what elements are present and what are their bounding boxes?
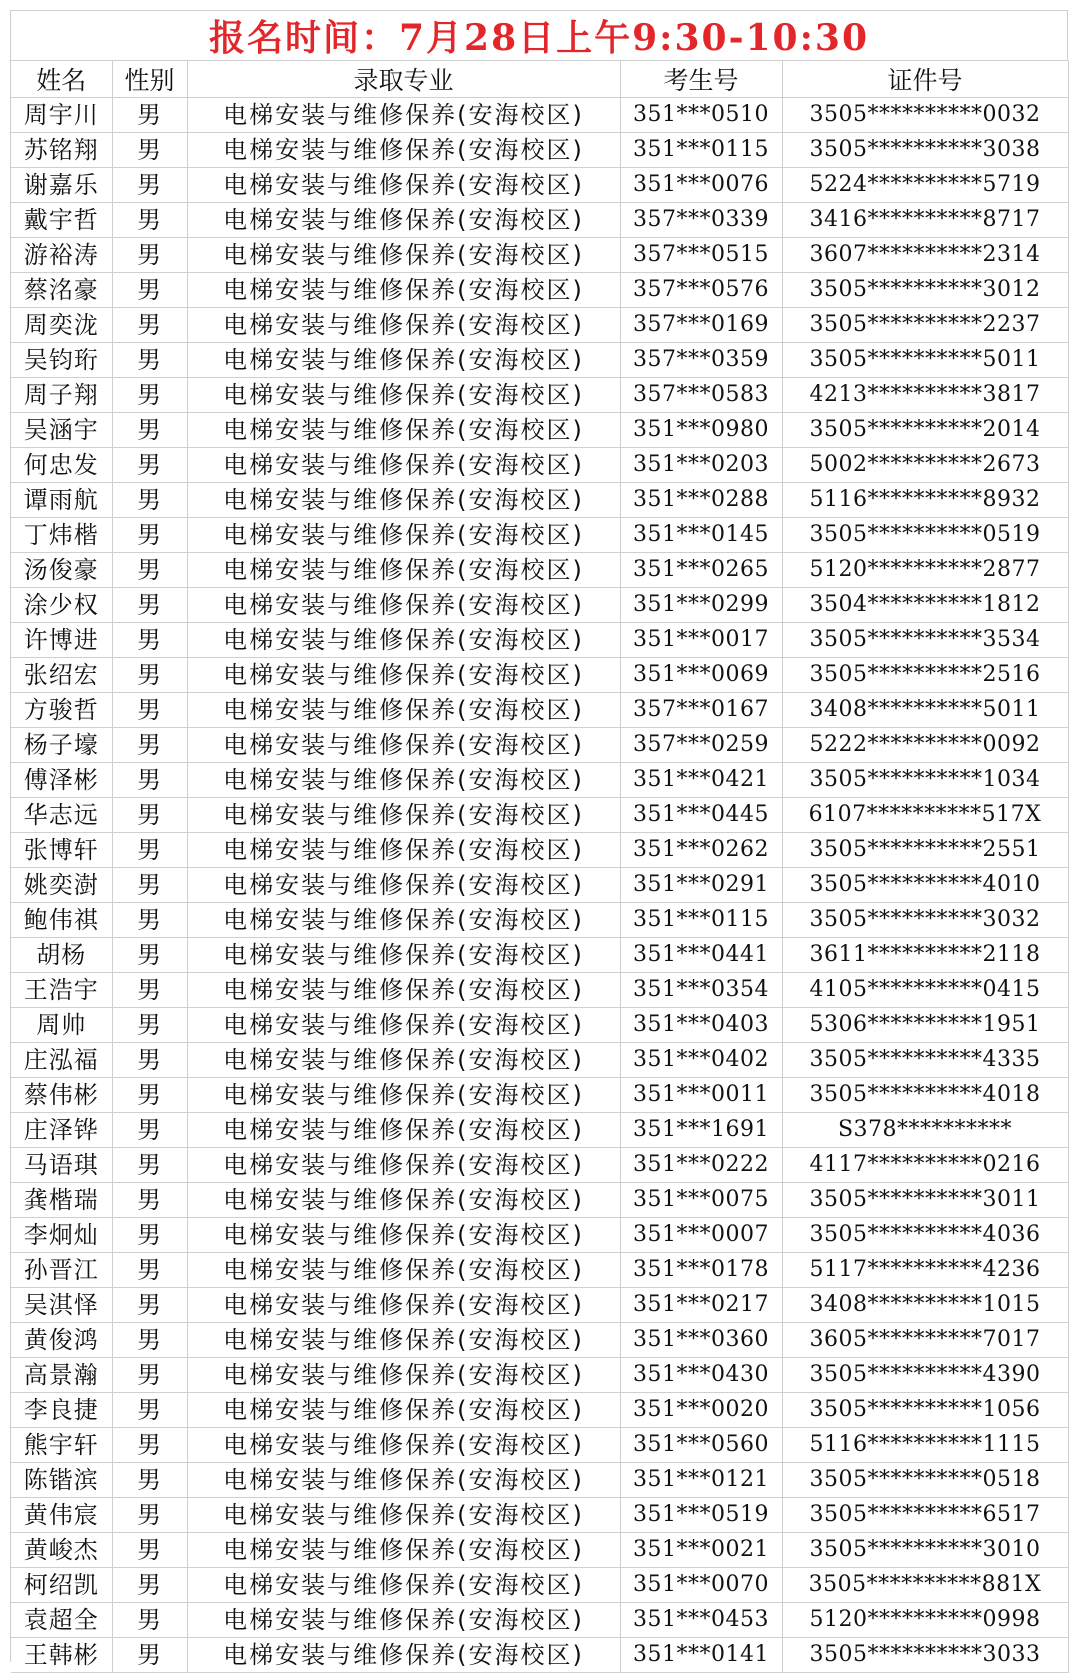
table-row xyxy=(11,553,1068,588)
table-row xyxy=(11,693,1068,728)
cell-major: 电梯安装与维修保养(安海校区) xyxy=(187,1253,620,1288)
cell-gender: 男 xyxy=(112,1113,187,1148)
cell-gender: 男 xyxy=(112,973,187,1008)
cell-gender: 男 xyxy=(112,1078,187,1113)
table-row xyxy=(11,1393,1068,1428)
cell-name: 庄泓福 xyxy=(11,1043,112,1078)
cell-major: 电梯安装与维修保养(安海校区) xyxy=(187,518,620,553)
cell-id-no: 3611**********2118 xyxy=(782,938,1068,973)
cell-major: 电梯安装与维修保养(安海校区) xyxy=(187,833,620,868)
cell-gender: 男 xyxy=(112,1463,187,1498)
table-row xyxy=(11,343,1068,378)
cell-name: 庄泽铧 xyxy=(11,1113,112,1148)
cell-name: 袁超全 xyxy=(11,1603,112,1638)
cell-gender: 男 xyxy=(112,553,187,588)
cell-name: 张博轩 xyxy=(11,833,112,868)
table-row xyxy=(11,938,1068,973)
cell-major: 电梯安装与维修保养(安海校区) xyxy=(187,553,620,588)
cell-name: 马语琪 xyxy=(11,1148,112,1183)
cell-exam-no: 351***0510 xyxy=(620,98,782,133)
cell-id-no: 3505**********2014 xyxy=(782,413,1068,448)
cell-gender: 男 xyxy=(112,658,187,693)
table-row xyxy=(11,1603,1068,1638)
cell-exam-no: 351***0265 xyxy=(620,553,782,588)
cell-major: 电梯安装与维修保养(安海校区) xyxy=(187,1463,620,1498)
cell-major: 电梯安装与维修保养(安海校区) xyxy=(187,588,620,623)
cell-exam-no: 351***0403 xyxy=(620,1008,782,1043)
cell-major: 电梯安装与维修保养(安海校区) xyxy=(187,1603,620,1638)
table-row xyxy=(11,483,1068,518)
cell-id-no: 3505**********4010 xyxy=(782,868,1068,903)
table-row xyxy=(11,1253,1068,1288)
cell-id-no: S378********** xyxy=(782,1113,1068,1148)
cell-id-no: 3416**********8717 xyxy=(782,203,1068,238)
cell-name: 李炯灿 xyxy=(11,1218,112,1253)
cell-id-no: 3505**********3033 xyxy=(782,1638,1068,1673)
cell-id-no: 3505**********0519 xyxy=(782,518,1068,553)
cell-major: 电梯安装与维修保养(安海校区) xyxy=(187,763,620,798)
cell-exam-no: 351***0178 xyxy=(620,1253,782,1288)
cell-id-no: 4213**********3817 xyxy=(782,378,1068,413)
cell-id-no: 3505**********6517 xyxy=(782,1498,1068,1533)
cell-id-no: 3505**********3012 xyxy=(782,273,1068,308)
cell-major: 电梯安装与维修保养(安海校区) xyxy=(187,1393,620,1428)
cell-major: 电梯安装与维修保养(安海校区) xyxy=(187,693,620,728)
cell-gender: 男 xyxy=(112,938,187,973)
cell-name: 华志远 xyxy=(11,798,112,833)
cell-exam-no: 357***0359 xyxy=(620,343,782,378)
cell-name: 高景瀚 xyxy=(11,1358,112,1393)
table-row xyxy=(11,98,1068,133)
table-row xyxy=(11,1183,1068,1218)
cell-gender: 男 xyxy=(112,903,187,938)
cell-major: 电梯安装与维修保养(安海校区) xyxy=(187,483,620,518)
cell-name: 丁炜楷 xyxy=(11,518,112,553)
cell-gender: 男 xyxy=(112,728,187,763)
cell-gender: 男 xyxy=(112,623,187,658)
cell-id-no: 5306**********1951 xyxy=(782,1008,1068,1043)
cell-gender: 男 xyxy=(112,1183,187,1218)
table-row xyxy=(11,623,1068,658)
cell-name: 周奕泷 xyxy=(11,308,112,343)
cell-gender: 男 xyxy=(112,98,187,133)
cell-major: 电梯安装与维修保养(安海校区) xyxy=(187,308,620,343)
cell-exam-no: 351***0007 xyxy=(620,1218,782,1253)
cell-exam-no: 351***0075 xyxy=(620,1183,782,1218)
cell-name: 鲍伟祺 xyxy=(11,903,112,938)
cell-id-no: 3505**********4018 xyxy=(782,1078,1068,1113)
cell-id-no: 3505**********1056 xyxy=(782,1393,1068,1428)
page-title: 报名时间：7月28日上午9:30-10:30 xyxy=(208,17,869,59)
cell-gender: 男 xyxy=(112,1393,187,1428)
cell-name: 方骏哲 xyxy=(11,693,112,728)
cell-name: 柯绍凯 xyxy=(11,1568,112,1603)
cell-major: 电梯安装与维修保养(安海校区) xyxy=(187,1358,620,1393)
cell-major: 电梯安装与维修保养(安海校区) xyxy=(187,168,620,203)
cell-name: 黄峻杰 xyxy=(11,1533,112,1568)
cell-name: 黄俊鸿 xyxy=(11,1323,112,1358)
cell-exam-no: 351***1691 xyxy=(620,1113,782,1148)
cell-gender: 男 xyxy=(112,1638,187,1673)
cell-gender: 男 xyxy=(112,203,187,238)
table-row xyxy=(11,903,1068,938)
table-row xyxy=(11,1113,1068,1148)
cell-id-no: 3505**********3011 xyxy=(782,1183,1068,1218)
table-row xyxy=(11,1533,1068,1568)
cell-name: 李良捷 xyxy=(11,1393,112,1428)
cell-exam-no: 351***0262 xyxy=(620,833,782,868)
cell-exam-no: 351***0076 xyxy=(620,168,782,203)
table-row xyxy=(11,413,1068,448)
table-header xyxy=(11,61,1068,98)
cell-id-no: 4105**********0415 xyxy=(782,973,1068,1008)
table-row xyxy=(11,1078,1068,1113)
cell-major: 电梯安装与维修保养(安海校区) xyxy=(187,448,620,483)
table-row xyxy=(11,1358,1068,1393)
cell-exam-no: 357***0169 xyxy=(620,308,782,343)
cell-exam-no: 351***0020 xyxy=(620,1393,782,1428)
cell-name: 陈锴滨 xyxy=(11,1463,112,1498)
table-row xyxy=(11,238,1068,273)
table-row xyxy=(11,1638,1068,1673)
cell-gender: 男 xyxy=(112,238,187,273)
cell-name: 汤俊豪 xyxy=(11,553,112,588)
cell-id-no: 6107**********517X xyxy=(782,798,1068,833)
cell-id-no: 4117**********0216 xyxy=(782,1148,1068,1183)
cell-name: 何忠发 xyxy=(11,448,112,483)
cell-exam-no: 351***0980 xyxy=(620,413,782,448)
cell-id-no: 3505**********3010 xyxy=(782,1533,1068,1568)
cell-exam-no: 357***0339 xyxy=(620,203,782,238)
cell-major: 电梯安装与维修保养(安海校区) xyxy=(187,273,620,308)
cell-major: 电梯安装与维修保养(安海校区) xyxy=(187,728,620,763)
cell-name: 谢嘉乐 xyxy=(11,168,112,203)
cell-major: 电梯安装与维修保养(安海校区) xyxy=(187,1008,620,1043)
cell-gender: 男 xyxy=(112,763,187,798)
cell-major: 电梯安装与维修保养(安海校区) xyxy=(187,1078,620,1113)
cell-name: 吴钧珩 xyxy=(11,343,112,378)
cell-major: 电梯安装与维修保养(安海校区) xyxy=(187,1568,620,1603)
cell-major: 电梯安装与维修保养(安海校区) xyxy=(187,1428,620,1463)
cell-gender: 男 xyxy=(112,413,187,448)
admission-table xyxy=(11,61,1069,1673)
cell-exam-no: 351***0430 xyxy=(620,1358,782,1393)
cell-name: 周宇川 xyxy=(11,98,112,133)
cell-name: 姚奕澍 xyxy=(11,868,112,903)
cell-major: 电梯安装与维修保养(安海校区) xyxy=(187,203,620,238)
header-row xyxy=(11,61,1068,98)
cell-id-no: 5224**********5719 xyxy=(782,168,1068,203)
cell-exam-no: 351***0115 xyxy=(620,133,782,168)
cell-gender: 男 xyxy=(112,483,187,518)
cell-gender: 男 xyxy=(112,1358,187,1393)
column-header-gender: 性别 xyxy=(112,61,187,98)
cell-gender: 男 xyxy=(112,1148,187,1183)
cell-gender: 男 xyxy=(112,133,187,168)
table-row xyxy=(11,1568,1068,1603)
table-row xyxy=(11,1288,1068,1323)
table-row xyxy=(11,1148,1068,1183)
cell-major: 电梯安装与维修保养(安海校区) xyxy=(187,1043,620,1078)
cell-exam-no: 351***0069 xyxy=(620,658,782,693)
cell-name: 涂少权 xyxy=(11,588,112,623)
cell-name: 吴涵宇 xyxy=(11,413,112,448)
cell-exam-no: 351***0121 xyxy=(620,1463,782,1498)
cell-name: 孙晋江 xyxy=(11,1253,112,1288)
cell-id-no: 5116**********1115 xyxy=(782,1428,1068,1463)
cell-major: 电梯安装与维修保养(安海校区) xyxy=(187,903,620,938)
cell-name: 许博进 xyxy=(11,623,112,658)
cell-id-no: 3505**********3032 xyxy=(782,903,1068,938)
cell-exam-no: 351***0217 xyxy=(620,1288,782,1323)
table-row xyxy=(11,1428,1068,1463)
cell-exam-no: 351***0445 xyxy=(620,798,782,833)
cell-id-no: 3505**********0518 xyxy=(782,1463,1068,1498)
cell-gender: 男 xyxy=(112,168,187,203)
table-row xyxy=(11,273,1068,308)
cell-gender: 男 xyxy=(112,833,187,868)
table-row xyxy=(11,1323,1068,1358)
cell-name: 熊宇轩 xyxy=(11,1428,112,1463)
cell-id-no: 3505**********2551 xyxy=(782,833,1068,868)
cell-major: 电梯安装与维修保养(安海校区) xyxy=(187,98,620,133)
cell-major: 电梯安装与维修保养(安海校区) xyxy=(187,133,620,168)
cell-exam-no: 351***0070 xyxy=(620,1568,782,1603)
cell-name: 谭雨航 xyxy=(11,483,112,518)
table-row xyxy=(11,1498,1068,1533)
cell-exam-no: 351***0360 xyxy=(620,1323,782,1358)
column-header-exam-no: 考生号 xyxy=(620,61,782,98)
table-row xyxy=(11,1043,1068,1078)
table-row xyxy=(11,763,1068,798)
cell-name: 傅泽彬 xyxy=(11,763,112,798)
cell-major: 电梯安装与维修保养(安海校区) xyxy=(187,378,620,413)
cell-major: 电梯安装与维修保养(安海校区) xyxy=(187,938,620,973)
cell-id-no: 5222**********0092 xyxy=(782,728,1068,763)
cell-exam-no: 351***0141 xyxy=(620,1638,782,1673)
table-row xyxy=(11,1218,1068,1253)
cell-exam-no: 351***0560 xyxy=(620,1428,782,1463)
cell-major: 电梯安装与维修保养(安海校区) xyxy=(187,1638,620,1673)
cell-id-no: 3505**********0032 xyxy=(782,98,1068,133)
table-row xyxy=(11,448,1068,483)
cell-gender: 男 xyxy=(112,1568,187,1603)
cell-id-no: 3505**********1034 xyxy=(782,763,1068,798)
cell-name: 龚楷瑞 xyxy=(11,1183,112,1218)
cell-major: 电梯安装与维修保养(安海校区) xyxy=(187,1218,620,1253)
cell-exam-no: 351***0441 xyxy=(620,938,782,973)
cell-gender: 男 xyxy=(112,378,187,413)
table-row xyxy=(11,308,1068,343)
cell-major: 电梯安装与维修保养(安海校区) xyxy=(187,623,620,658)
cell-id-no: 3408**********5011 xyxy=(782,693,1068,728)
cell-id-no: 3505**********3534 xyxy=(782,623,1068,658)
cell-major: 电梯安装与维修保养(安海校区) xyxy=(187,658,620,693)
cell-id-no: 5120**********2877 xyxy=(782,553,1068,588)
cell-gender: 男 xyxy=(112,448,187,483)
cell-id-no: 5116**********8932 xyxy=(782,483,1068,518)
cell-exam-no: 351***0299 xyxy=(620,588,782,623)
cell-exam-no: 357***0576 xyxy=(620,273,782,308)
cell-major: 电梯安装与维修保养(安海校区) xyxy=(187,1183,620,1218)
cell-exam-no: 357***0583 xyxy=(620,378,782,413)
cell-exam-no: 351***0145 xyxy=(620,518,782,553)
cell-gender: 男 xyxy=(112,1323,187,1358)
cell-gender: 男 xyxy=(112,1498,187,1533)
cell-name: 蔡伟彬 xyxy=(11,1078,112,1113)
cell-id-no: 5117**********4236 xyxy=(782,1253,1068,1288)
cell-id-no: 3505**********4036 xyxy=(782,1218,1068,1253)
cell-name: 胡杨 xyxy=(11,938,112,973)
cell-gender: 男 xyxy=(112,798,187,833)
table-row xyxy=(11,378,1068,413)
cell-major: 电梯安装与维修保养(安海校区) xyxy=(187,1148,620,1183)
cell-major: 电梯安装与维修保养(安海校区) xyxy=(187,798,620,833)
cell-gender: 男 xyxy=(112,588,187,623)
table-row xyxy=(11,658,1068,693)
cell-major: 电梯安装与维修保养(安海校区) xyxy=(187,1533,620,1568)
cell-gender: 男 xyxy=(112,868,187,903)
cell-major: 电梯安装与维修保养(安海校区) xyxy=(187,1498,620,1533)
cell-gender: 男 xyxy=(112,1008,187,1043)
cell-name: 戴宇哲 xyxy=(11,203,112,238)
cell-exam-no: 357***0167 xyxy=(620,693,782,728)
cell-exam-no: 351***0011 xyxy=(620,1078,782,1113)
cell-gender: 男 xyxy=(112,1428,187,1463)
cell-major: 电梯安装与维修保养(安海校区) xyxy=(187,1323,620,1358)
cell-major: 电梯安装与维修保养(安海校区) xyxy=(187,1288,620,1323)
column-header-name: 姓名 xyxy=(11,61,112,98)
cell-id-no: 3505**********4390 xyxy=(782,1358,1068,1393)
table-row xyxy=(11,728,1068,763)
cell-name: 王浩宇 xyxy=(11,973,112,1008)
cell-gender: 男 xyxy=(112,1043,187,1078)
cell-gender: 男 xyxy=(112,1218,187,1253)
cell-major: 电梯安装与维修保养(安海校区) xyxy=(187,1113,620,1148)
table-row xyxy=(11,1463,1068,1498)
table-row xyxy=(11,833,1068,868)
cell-name: 蔡洺豪 xyxy=(11,273,112,308)
cell-major: 电梯安装与维修保养(安海校区) xyxy=(187,413,620,448)
column-header-id-no: 证件号 xyxy=(782,61,1068,98)
cell-gender: 男 xyxy=(112,1603,187,1638)
table-row xyxy=(11,588,1068,623)
cell-id-no: 3605**********7017 xyxy=(782,1323,1068,1358)
cell-exam-no: 351***0115 xyxy=(620,903,782,938)
cell-id-no: 3505**********4335 xyxy=(782,1043,1068,1078)
table-row xyxy=(11,868,1068,903)
table-row xyxy=(11,203,1068,238)
cell-name: 周子翔 xyxy=(11,378,112,413)
cell-exam-no: 351***0222 xyxy=(620,1148,782,1183)
cell-gender: 男 xyxy=(112,343,187,378)
cell-gender: 男 xyxy=(112,1253,187,1288)
cell-id-no: 3408**********1015 xyxy=(782,1288,1068,1323)
cell-id-no: 5120**********0998 xyxy=(782,1603,1068,1638)
cell-exam-no: 357***0515 xyxy=(620,238,782,273)
cell-major: 电梯安装与维修保养(安海校区) xyxy=(187,973,620,1008)
cell-id-no: 3505**********2237 xyxy=(782,308,1068,343)
cell-gender: 男 xyxy=(112,273,187,308)
cell-name: 吴淇怿 xyxy=(11,1288,112,1323)
cell-major: 电梯安装与维修保养(安海校区) xyxy=(187,343,620,378)
cell-exam-no: 351***0354 xyxy=(620,973,782,1008)
table-row xyxy=(11,1008,1068,1043)
cell-name: 杨子壕 xyxy=(11,728,112,763)
cell-major: 电梯安装与维修保养(安海校区) xyxy=(187,238,620,273)
title-row xyxy=(11,11,1068,61)
table-row xyxy=(11,973,1068,1008)
cell-name: 游裕涛 xyxy=(11,238,112,273)
cell-name: 周帅 xyxy=(11,1008,112,1043)
cell-id-no: 5002**********2673 xyxy=(782,448,1068,483)
cell-gender: 男 xyxy=(112,1288,187,1323)
cell-gender: 男 xyxy=(112,1533,187,1568)
cell-id-no: 3505**********2516 xyxy=(782,658,1068,693)
table-row xyxy=(11,518,1068,553)
cell-exam-no: 351***0421 xyxy=(620,763,782,798)
cell-gender: 男 xyxy=(112,518,187,553)
cell-name: 王韩彬 xyxy=(11,1638,112,1673)
cell-exam-no: 351***0203 xyxy=(620,448,782,483)
cell-gender: 男 xyxy=(112,693,187,728)
cell-id-no: 3505**********5011 xyxy=(782,343,1068,378)
table-body xyxy=(11,98,1068,1673)
cell-exam-no: 351***0519 xyxy=(620,1498,782,1533)
column-header-major: 录取专业 xyxy=(187,61,620,98)
cell-exam-no: 351***0291 xyxy=(620,868,782,903)
cell-id-no: 3505**********881X xyxy=(782,1568,1068,1603)
cell-exam-no: 351***0402 xyxy=(620,1043,782,1078)
cell-gender: 男 xyxy=(112,308,187,343)
table-row xyxy=(11,133,1068,168)
cell-exam-no: 351***0017 xyxy=(620,623,782,658)
cell-id-no: 3504**********1812 xyxy=(782,588,1068,623)
table-row xyxy=(11,798,1068,833)
cell-major: 电梯安装与维修保养(安海校区) xyxy=(187,868,620,903)
cell-id-no: 3505**********3038 xyxy=(782,133,1068,168)
table-row xyxy=(11,168,1068,203)
cell-exam-no: 351***0453 xyxy=(620,1603,782,1638)
cell-exam-no: 351***0021 xyxy=(620,1533,782,1568)
cell-name: 苏铭翔 xyxy=(11,133,112,168)
cell-name: 黄伟宸 xyxy=(11,1498,112,1533)
spreadsheet xyxy=(10,10,1068,1669)
cell-exam-no: 357***0259 xyxy=(620,728,782,763)
cell-id-no: 3607**********2314 xyxy=(782,238,1068,273)
cell-exam-no: 351***0288 xyxy=(620,483,782,518)
cell-name: 张绍宏 xyxy=(11,658,112,693)
